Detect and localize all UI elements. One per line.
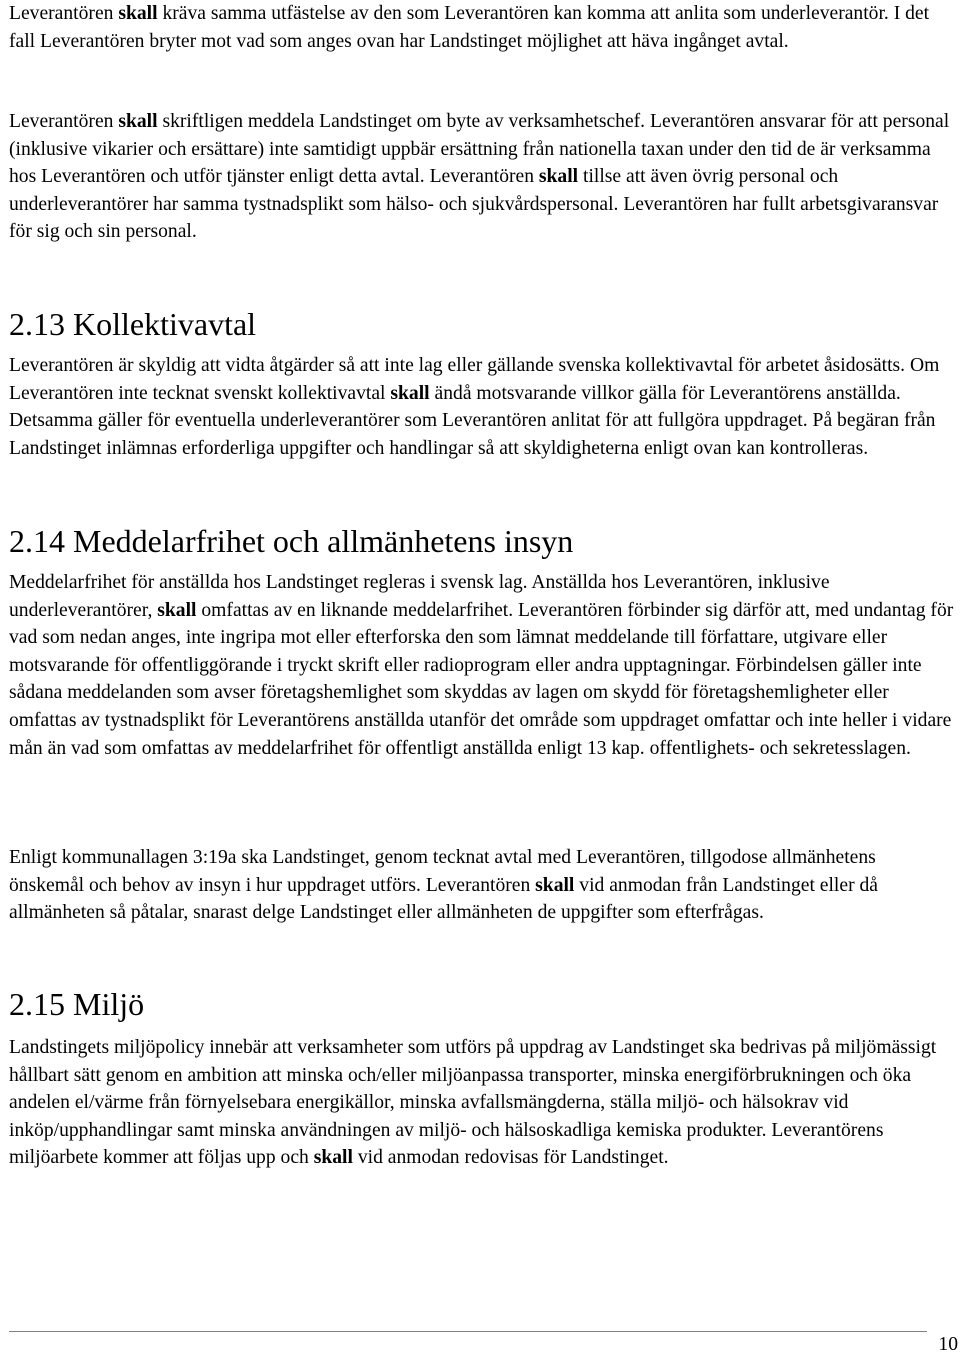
paragraph-freedom-of-communication: Meddelarfrihet för anställda hos Landstinget regleras i svensk lag. Anställda hos Leverantören, inklusive underleverantörer, skall omfattas av en liknande meddelarfrihet. Leverantören förbinder sig därför att, med undantag för vad som nedan anges, inte ingripa mot eller efterforska den som lämnat meddelande till författare, utgivare eller motsvarande för offentliggörande i tryckt skrift eller radioprogram eller andra upptagningar. Förbindelsen gäller inte sådana meddelanden som avser företagshemlighet som skyddas av lagen om skydd för företagshemligheter eller omfattas av tystnadsplikt för Leverantörens anställda utanför det område som uppdraget omfattar och inte heller i vidare mån än vad som omfattas av meddelarfrihet för offentligt anställda enligt 13 kap. offentlighets- och sekretesslagen. [9,572,954,759]
page-number: 10 [938,1334,958,1355]
paragraph-environment-policy: Landstingets miljöpolicy innebär att verksamheter som utförs på uppdrag av Landstinget ska bedrivas på miljömässigt hållbart sätt genom en ambition att minska och/eller miljöanpassa transporter, minska energiförbrukningen och öka andelen el/värme från förnyelsebara energikällor, minska avfallsmängderna, ställa miljö- och hälsokrav vid inköp/upphandlingar samt minska användningen av miljö- och hälsoskadliga kemiska produkter. Leverantörens miljöarbete kommer att följas upp och skall vid anmodan redovisas för Landstinget. [9,1037,937,1169]
paragraph-collective-agreement: Leverantören är skyldig att vidta åtgärder så att inte lag eller gällande svenska kollektivavtal för arbetet åsidosätts. Om Leverantören inte tecknat svenskt kollektivavtal skall ändå motsvarande villkor gälla för Leverantörens anställda. Detsamma gäller för eventuella underleverantörer som Leverantören anlitat för att fullgöra uppdraget. På begäran från Landstinget inlämnas erforderliga uppgifter och handlingar så att skyldigheterna enligt ovan kan kontrolleras. [9,355,940,459]
paragraph-subcontractor-commitment: Leverantören skall kräva samma utfästelse av den som Leverantören kan komma att anlita som underleverantör. I det fall Leverantören bryter mot vad som anges ovan har Landstinget möjlighet att häva ingånget avtal. [9,3,930,52]
paragraph-personnel-responsibility: Leverantören skall skriftligen meddela Landstinget om byte av verksamhetschef. Leverantören ansvarar för att personal (inklusive vikarier och ersättare) inte samtidigt uppbär ersättning från nationella taxan under den tid de är verksamma hos Leverantören och utför tjänster enligt detta avtal. Leverantören skall tillse att även övrig personal och underleverantörer har samma tystnadsplikt som hälso- och sjukvårdspersonal. Leverantören har fullt arbetsgivaransvar för sig och sin personal. [9,111,950,243]
emphasis-bold: skall [390,382,430,404]
emphasis-bold: skall [118,3,158,24]
footer-divider [9,1331,927,1332]
emphasis-bold: skall [313,1147,353,1169]
section-heading-2-15: 2.15 Miljö [9,986,145,1022]
emphasis-bold: skall [535,874,575,896]
section-heading-2-14: 2.14 Meddelarfrihet och allmänhetens insyn [9,523,574,559]
section-heading-2-13: 2.13 Kollektivavtal [9,306,257,342]
emphasis-bold: skall [157,599,197,621]
emphasis-bold: skall [118,111,158,132]
paragraph-public-insight: Enligt kommunallagen 3:19a ska Landstinget, genom tecknat avtal med Leverantören, tillgodose allmänhetens önskemål och behov av insyn i hur uppdraget utförs. Leverantören skall vid anmodan från Landstinget eller då allmänheten så påtalar, snarast delge Landstinget eller allmänheten de uppgifter som efterfrågas. [9,847,878,924]
emphasis-bold: skall [538,166,579,188]
